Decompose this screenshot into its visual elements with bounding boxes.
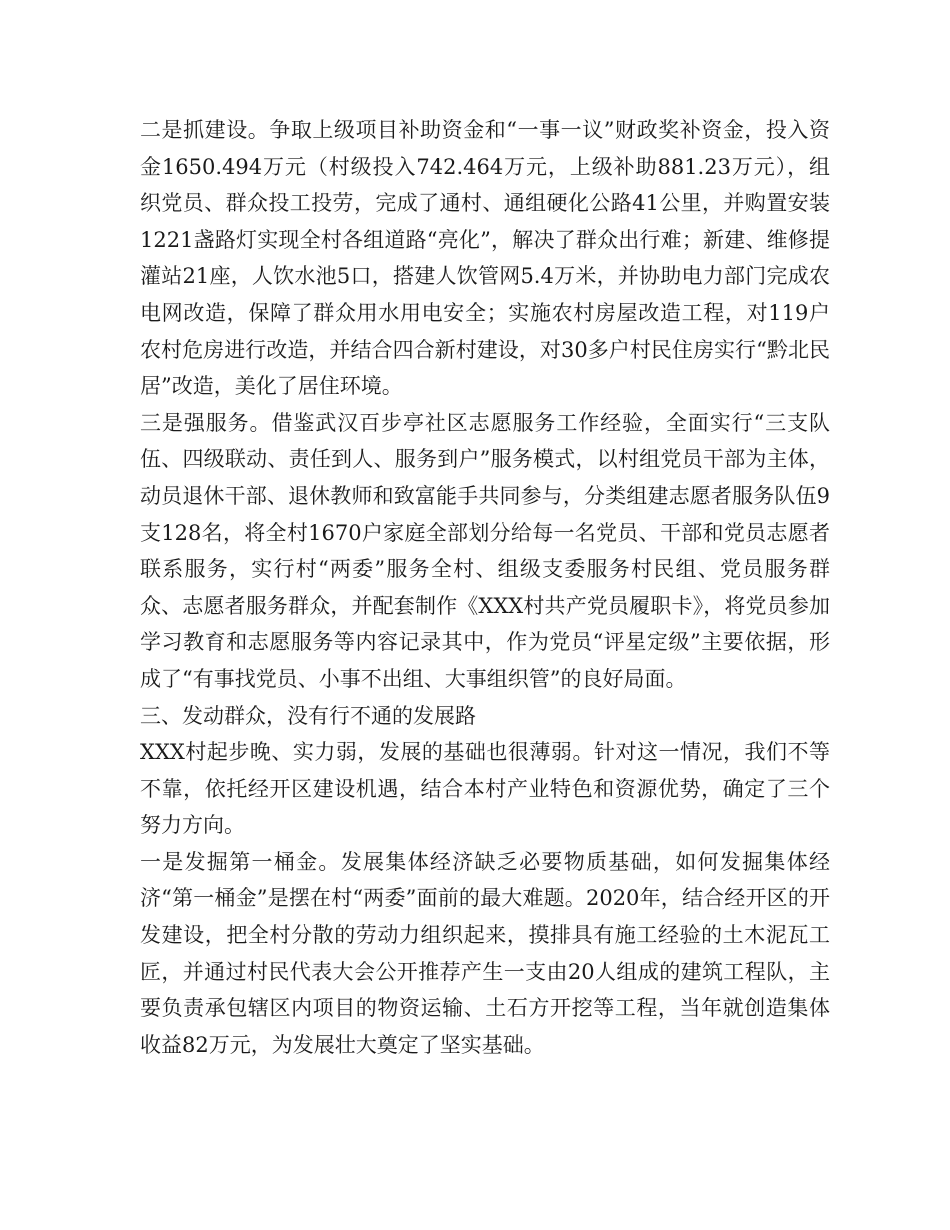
paragraph-village-background: XXX村起步晚、实力弱，发展的基础也很薄弱。针对这一情况，我们不等不靠，依托经开区建设机遇，结合本村产业特色和资源优势，确定了三个努力方向。 [140,740,830,838]
section-heading-mobilize-masses: 三、发动群众，没有行不通的发展路 [140,703,476,728]
document-body [140,112,830,1063]
paragraph-first-pot-of-gold: 一是发掘第一桶金。发展集体经济缺乏必要物质基础，如何发掘集体经济“第一桶金”是摆在村“两委”面前的最大难题。2020年，结合经开区的开发建设，把全村分散的劳动力组织起来，摸排具有施工经验的土木泥瓦工匠，并通过村民代表大会公开推荐产生一支由20人组成的建筑工程队，主要负责承包辖区内项目的物资运输、土石方开挖等工程，当年就创造集体收益82万元，为发展壮大奠定了坚实基础。 [140,849,830,1057]
paragraph-service: 三是强服务。借鉴武汉百步亭社区志愿服务工作经验，全面实行“三支队伍、四级联动、责任到人、服务到户”服务模式，以村组党员干部为主体，动员退休干部、退休教师和致富能手共同参与，分类组建志愿者服务队伍9支128名，将全村1670户家庭全部划分给每一名党员、干部和党员志愿者联系服务，实行村“两委”服务全村、组级支委服务村民组、党员服务群众、志愿者服务群众，并配套制作《XXX村共产党员履职卡》，将党员参加学习教育和志愿服务等内容记录其中，作为党员“评星定级”主要依据，形成了“有事找党员、小事不出组、大事组织管”的良好局面。 [140,410,830,691]
paragraph-construction: 二是抓建设。争取上级项目补助资金和“一事一议”财政奖补资金，投入资金1650.494万元（村级投入742.464万元，上级补助881.23万元），组织党员、群众投工投劳，完成了通村、通组硬化公路41公里，并购置安装1221盏路灯实现全村各组道路“亮化”，解决了群众出行难；新建、维修提灌站21座，人饮水池5口，搭建人饮管网5.4万米，并协助电力部门完成农电网改造，保障了群众用水用电安全；实施农村房屋改造工程，对119户农村危房进行改造，并结合四合新村建设，对30多户村民住房实行“黔北民居”改造，美化了居住环境。 [140,118,830,399]
